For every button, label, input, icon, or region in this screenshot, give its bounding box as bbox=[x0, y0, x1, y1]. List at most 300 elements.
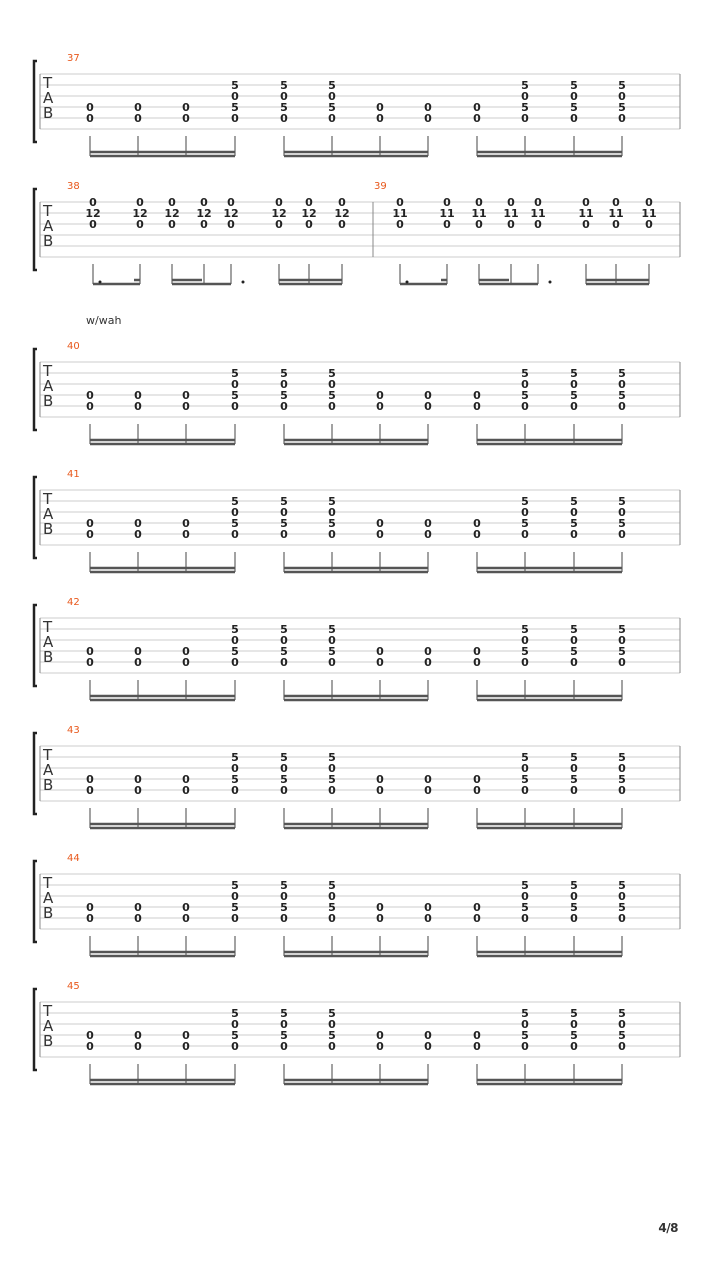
fret-number: 0 bbox=[570, 528, 578, 541]
fret-number: 5 bbox=[231, 101, 239, 114]
fret-number: 5 bbox=[618, 901, 626, 914]
fret-number: 5 bbox=[328, 495, 336, 508]
fret-number: 0 bbox=[396, 196, 404, 209]
fret-number: 0 bbox=[424, 389, 432, 402]
fret-number: 0 bbox=[86, 112, 94, 125]
fret-number: 0 bbox=[134, 645, 142, 658]
fret-number: 0 bbox=[570, 1040, 578, 1053]
fret-number: 5 bbox=[328, 1029, 336, 1042]
fret-number: 0 bbox=[182, 400, 190, 413]
fret-number: 5 bbox=[570, 623, 578, 636]
fret-number: 0 bbox=[182, 645, 190, 658]
fret-number: 0 bbox=[376, 389, 384, 402]
fret-number: 0 bbox=[182, 1029, 190, 1042]
fret-number: 5 bbox=[521, 1029, 529, 1042]
fret-number: 0 bbox=[473, 656, 481, 669]
fret-number: 0 bbox=[182, 912, 190, 925]
tab-letter: B bbox=[43, 520, 54, 538]
rhythm-dot bbox=[406, 281, 409, 284]
measure-number: 41 bbox=[67, 469, 80, 480]
fret-number: 0 bbox=[521, 400, 529, 413]
fret-number: 0 bbox=[618, 762, 626, 775]
fret-number: 0 bbox=[134, 400, 142, 413]
fret-number: 0 bbox=[182, 656, 190, 669]
fret-number: 0 bbox=[86, 901, 94, 914]
fret-number: 5 bbox=[231, 517, 239, 530]
fret-number: 5 bbox=[618, 879, 626, 892]
fret-number: 5 bbox=[280, 495, 288, 508]
fret-number: 0 bbox=[570, 912, 578, 925]
fret-number: 0 bbox=[507, 218, 515, 231]
tab-letter: B bbox=[43, 232, 54, 250]
fret-number: 0 bbox=[280, 634, 288, 647]
fret-number: 0 bbox=[200, 218, 208, 231]
fret-number: 0 bbox=[305, 218, 313, 231]
fret-number: 0 bbox=[570, 90, 578, 103]
fret-number: 5 bbox=[231, 367, 239, 380]
tab-letter: B bbox=[43, 648, 54, 666]
fret-number: 0 bbox=[376, 784, 384, 797]
fret-number: 12 bbox=[132, 207, 148, 220]
fret-number: 0 bbox=[328, 112, 336, 125]
tab-letter: T bbox=[43, 74, 53, 92]
fret-number: 0 bbox=[618, 506, 626, 519]
fret-number: 0 bbox=[618, 528, 626, 541]
fret-number: 0 bbox=[134, 912, 142, 925]
fret-number: 0 bbox=[231, 400, 239, 413]
fret-number: 0 bbox=[182, 784, 190, 797]
fret-number: 5 bbox=[280, 773, 288, 786]
measure-number: 40 bbox=[67, 341, 80, 352]
fret-number: 5 bbox=[570, 1007, 578, 1020]
fret-number: 0 bbox=[280, 112, 288, 125]
fret-number: 5 bbox=[570, 901, 578, 914]
fret-number: 0 bbox=[570, 112, 578, 125]
fret-number: 0 bbox=[280, 506, 288, 519]
fret-number: 0 bbox=[521, 90, 529, 103]
fret-number: 12 bbox=[223, 207, 239, 220]
fret-number: 0 bbox=[134, 773, 142, 786]
fret-number: 0 bbox=[86, 517, 94, 530]
fret-number: 5 bbox=[521, 101, 529, 114]
fret-number: 5 bbox=[570, 879, 578, 892]
fret-number: 0 bbox=[521, 506, 529, 519]
fret-number: 0 bbox=[570, 890, 578, 903]
fret-number: 0 bbox=[134, 1029, 142, 1042]
fret-number: 0 bbox=[424, 112, 432, 125]
fret-number: 0 bbox=[473, 901, 481, 914]
fret-number: 0 bbox=[328, 890, 336, 903]
tab-letter: A bbox=[43, 89, 54, 107]
fret-number: 5 bbox=[570, 645, 578, 658]
fret-number: 0 bbox=[280, 912, 288, 925]
fret-number: 0 bbox=[227, 196, 235, 209]
fret-number: 0 bbox=[376, 773, 384, 786]
fret-number: 5 bbox=[618, 367, 626, 380]
fret-number: 0 bbox=[424, 773, 432, 786]
fret-number: 0 bbox=[280, 378, 288, 391]
fret-number: 0 bbox=[521, 1040, 529, 1053]
fret-number: 12 bbox=[164, 207, 180, 220]
fret-number: 5 bbox=[328, 901, 336, 914]
fret-number: 5 bbox=[328, 645, 336, 658]
fret-number: 0 bbox=[328, 762, 336, 775]
fret-number: 5 bbox=[328, 517, 336, 530]
system-bracket bbox=[34, 61, 37, 142]
fret-number: 11 bbox=[641, 207, 657, 220]
fret-number: 0 bbox=[136, 218, 144, 231]
fret-number: 11 bbox=[608, 207, 624, 220]
tab-letter: A bbox=[43, 633, 54, 651]
fret-number: 5 bbox=[618, 495, 626, 508]
fret-number: 0 bbox=[582, 196, 590, 209]
fret-number: 0 bbox=[376, 912, 384, 925]
fret-number: 5 bbox=[570, 517, 578, 530]
fret-number: 5 bbox=[521, 773, 529, 786]
fret-number: 0 bbox=[376, 101, 384, 114]
fret-number: 0 bbox=[570, 1018, 578, 1031]
fret-number: 11 bbox=[578, 207, 594, 220]
system-bracket bbox=[34, 605, 37, 686]
fret-number: 0 bbox=[231, 506, 239, 519]
fret-number: 0 bbox=[89, 196, 97, 209]
fret-number: 0 bbox=[328, 506, 336, 519]
system-bracket bbox=[34, 733, 37, 814]
tab-letter: B bbox=[43, 1032, 54, 1050]
tab-letter: T bbox=[43, 362, 53, 380]
fret-number: 0 bbox=[570, 506, 578, 519]
fret-number: 5 bbox=[618, 773, 626, 786]
fret-number: 0 bbox=[182, 901, 190, 914]
tab-letter: T bbox=[43, 1002, 53, 1020]
fret-number: 0 bbox=[376, 645, 384, 658]
fret-number: 0 bbox=[305, 196, 313, 209]
fret-number: 0 bbox=[521, 528, 529, 541]
fret-number: 0 bbox=[328, 656, 336, 669]
fret-number: 0 bbox=[473, 112, 481, 125]
fret-number: 5 bbox=[570, 495, 578, 508]
fret-number: 0 bbox=[424, 528, 432, 541]
fret-number: 0 bbox=[424, 101, 432, 114]
fret-number: 5 bbox=[328, 367, 336, 380]
fret-number: 5 bbox=[231, 389, 239, 402]
fret-number: 0 bbox=[86, 528, 94, 541]
fret-number: 0 bbox=[328, 1018, 336, 1031]
fret-number: 5 bbox=[328, 79, 336, 92]
fret-number: 5 bbox=[570, 389, 578, 402]
fret-number: 0 bbox=[231, 528, 239, 541]
fret-number: 5 bbox=[231, 901, 239, 914]
fret-number: 0 bbox=[231, 634, 239, 647]
fret-number: 0 bbox=[134, 517, 142, 530]
fret-number: 0 bbox=[89, 218, 97, 231]
fret-number: 5 bbox=[618, 751, 626, 764]
rhythm-dot bbox=[242, 281, 245, 284]
fret-number: 5 bbox=[521, 367, 529, 380]
fret-number: 5 bbox=[570, 751, 578, 764]
fret-number: 0 bbox=[618, 912, 626, 925]
fret-number: 0 bbox=[227, 218, 235, 231]
fret-number: 5 bbox=[280, 101, 288, 114]
fret-number: 0 bbox=[231, 90, 239, 103]
fret-number: 0 bbox=[231, 1018, 239, 1031]
fret-number: 5 bbox=[618, 645, 626, 658]
fret-number: 0 bbox=[507, 196, 515, 209]
fret-number: 0 bbox=[231, 912, 239, 925]
fret-number: 5 bbox=[570, 773, 578, 786]
fret-number: 0 bbox=[424, 400, 432, 413]
tab-letter: B bbox=[43, 776, 54, 794]
fret-number: 0 bbox=[182, 101, 190, 114]
fret-number: 0 bbox=[182, 773, 190, 786]
fret-number: 12 bbox=[85, 207, 101, 220]
fret-number: 0 bbox=[521, 378, 529, 391]
fret-number: 0 bbox=[618, 634, 626, 647]
measure-number: 39 bbox=[374, 181, 387, 192]
fret-number: 0 bbox=[231, 378, 239, 391]
tab-letter: T bbox=[43, 618, 53, 636]
fret-number: 5 bbox=[521, 517, 529, 530]
fret-number: 0 bbox=[376, 517, 384, 530]
fret-number: 0 bbox=[86, 912, 94, 925]
fret-number: 5 bbox=[570, 1029, 578, 1042]
fret-number: 0 bbox=[134, 656, 142, 669]
fret-number: 0 bbox=[424, 912, 432, 925]
fret-number: 0 bbox=[328, 400, 336, 413]
fret-number: 0 bbox=[473, 1040, 481, 1053]
fret-number: 0 bbox=[200, 196, 208, 209]
fret-number: 0 bbox=[473, 645, 481, 658]
fret-number: 0 bbox=[134, 901, 142, 914]
fret-number: 5 bbox=[231, 495, 239, 508]
fret-number: 0 bbox=[280, 1040, 288, 1053]
fret-number: 5 bbox=[521, 1007, 529, 1020]
fret-number: 0 bbox=[618, 1040, 626, 1053]
fret-number: 0 bbox=[534, 218, 542, 231]
fret-number: 0 bbox=[570, 634, 578, 647]
fret-number: 5 bbox=[280, 367, 288, 380]
fret-number: 5 bbox=[521, 623, 529, 636]
fret-number: 0 bbox=[424, 1040, 432, 1053]
fret-number: 0 bbox=[376, 656, 384, 669]
fret-number: 5 bbox=[328, 751, 336, 764]
fret-number: 0 bbox=[521, 912, 529, 925]
fret-number: 5 bbox=[280, 79, 288, 92]
fret-number: 0 bbox=[473, 528, 481, 541]
fret-number: 0 bbox=[521, 656, 529, 669]
fret-number: 5 bbox=[570, 79, 578, 92]
fret-number: 0 bbox=[134, 112, 142, 125]
fret-number: 0 bbox=[280, 784, 288, 797]
fret-number: 0 bbox=[521, 784, 529, 797]
fret-number: 5 bbox=[618, 389, 626, 402]
fret-number: 0 bbox=[136, 196, 144, 209]
fret-number: 0 bbox=[231, 784, 239, 797]
fret-number: 0 bbox=[86, 773, 94, 786]
fret-number: 5 bbox=[618, 623, 626, 636]
fret-number: 0 bbox=[231, 762, 239, 775]
fret-number: 0 bbox=[645, 196, 653, 209]
fret-number: 0 bbox=[86, 389, 94, 402]
fret-number: 0 bbox=[473, 517, 481, 530]
tab-letter: A bbox=[43, 505, 54, 523]
fret-number: 0 bbox=[473, 400, 481, 413]
fret-number: 0 bbox=[424, 901, 432, 914]
fret-number: 0 bbox=[86, 645, 94, 658]
fret-number: 5 bbox=[328, 389, 336, 402]
tab-letter: B bbox=[43, 392, 54, 410]
fret-number: 5 bbox=[280, 879, 288, 892]
fret-number: 0 bbox=[328, 528, 336, 541]
fret-number: 5 bbox=[231, 879, 239, 892]
fret-number: 0 bbox=[645, 218, 653, 231]
tab-letter: A bbox=[43, 377, 54, 395]
measure-number: 44 bbox=[67, 853, 80, 864]
fret-number: 5 bbox=[618, 1007, 626, 1020]
rhythm-dot bbox=[99, 281, 102, 284]
fret-number: 5 bbox=[521, 901, 529, 914]
measure-number: 38 bbox=[67, 181, 80, 192]
fret-number: 0 bbox=[475, 218, 483, 231]
fret-number: 0 bbox=[376, 1040, 384, 1053]
fret-number: 0 bbox=[86, 400, 94, 413]
fret-number: 0 bbox=[134, 528, 142, 541]
fret-number: 5 bbox=[521, 389, 529, 402]
fret-number: 0 bbox=[338, 218, 346, 231]
fret-number: 0 bbox=[376, 1029, 384, 1042]
fret-number: 5 bbox=[521, 751, 529, 764]
fret-number: 0 bbox=[618, 90, 626, 103]
fret-number: 0 bbox=[86, 1029, 94, 1042]
system-bracket bbox=[34, 989, 37, 1070]
fret-number: 0 bbox=[473, 773, 481, 786]
fret-number: 5 bbox=[280, 645, 288, 658]
tab-letter: B bbox=[43, 904, 54, 922]
fret-number: 5 bbox=[231, 623, 239, 636]
system-bracket bbox=[34, 349, 37, 430]
fret-number: 0 bbox=[231, 112, 239, 125]
tab-letter: A bbox=[43, 889, 54, 907]
fret-number: 5 bbox=[280, 1007, 288, 1020]
fret-number: 0 bbox=[534, 196, 542, 209]
fret-number: 11 bbox=[471, 207, 487, 220]
fret-number: 0 bbox=[582, 218, 590, 231]
fret-number: 0 bbox=[280, 400, 288, 413]
fret-number: 0 bbox=[86, 784, 94, 797]
fret-number: 0 bbox=[376, 528, 384, 541]
fret-number: 0 bbox=[182, 1040, 190, 1053]
fret-number: 11 bbox=[503, 207, 519, 220]
fret-number: 0 bbox=[618, 890, 626, 903]
fret-number: 0 bbox=[612, 218, 620, 231]
fret-number: 0 bbox=[86, 656, 94, 669]
fret-number: 0 bbox=[424, 784, 432, 797]
fret-number: 0 bbox=[280, 90, 288, 103]
fret-number: 0 bbox=[521, 634, 529, 647]
fret-number: 0 bbox=[618, 1018, 626, 1031]
fret-number: 0 bbox=[328, 784, 336, 797]
measure-number: 43 bbox=[67, 725, 80, 736]
measure-number: 45 bbox=[67, 981, 80, 992]
rhythm-dot bbox=[549, 281, 552, 284]
fret-number: 0 bbox=[86, 1040, 94, 1053]
fret-number: 0 bbox=[182, 389, 190, 402]
fret-number: 0 bbox=[280, 762, 288, 775]
fret-number: 0 bbox=[475, 196, 483, 209]
fret-number: 5 bbox=[231, 645, 239, 658]
fret-number: 12 bbox=[334, 207, 350, 220]
fret-number: 0 bbox=[231, 1040, 239, 1053]
tab-letter: A bbox=[43, 217, 54, 235]
fret-number: 12 bbox=[301, 207, 317, 220]
fret-number: 0 bbox=[134, 784, 142, 797]
fret-number: 0 bbox=[168, 196, 176, 209]
system-bracket bbox=[34, 477, 37, 558]
fret-number: 5 bbox=[618, 517, 626, 530]
fret-number: 0 bbox=[182, 528, 190, 541]
system-bracket bbox=[34, 861, 37, 942]
fret-number: 0 bbox=[443, 218, 451, 231]
fret-number: 5 bbox=[328, 773, 336, 786]
fret-number: 0 bbox=[328, 378, 336, 391]
fret-number: 0 bbox=[618, 656, 626, 669]
fret-number: 5 bbox=[570, 367, 578, 380]
fret-number: 0 bbox=[280, 528, 288, 541]
fret-number: 0 bbox=[376, 400, 384, 413]
fret-number: 0 bbox=[328, 90, 336, 103]
measure-number: 37 bbox=[67, 53, 80, 64]
fret-number: 0 bbox=[134, 389, 142, 402]
fret-number: 0 bbox=[424, 1029, 432, 1042]
measure-number: 42 bbox=[67, 597, 80, 608]
fret-number: 0 bbox=[424, 517, 432, 530]
fret-number: 5 bbox=[618, 101, 626, 114]
fret-number: 0 bbox=[424, 645, 432, 658]
fret-number: 0 bbox=[570, 656, 578, 669]
fret-number: 0 bbox=[618, 378, 626, 391]
fret-number: 5 bbox=[280, 389, 288, 402]
fret-number: 11 bbox=[439, 207, 455, 220]
fret-number: 0 bbox=[618, 112, 626, 125]
fret-number: 0 bbox=[473, 784, 481, 797]
fret-number: 5 bbox=[231, 79, 239, 92]
fret-number: 5 bbox=[521, 645, 529, 658]
fret-number: 0 bbox=[618, 400, 626, 413]
fret-number: 0 bbox=[521, 762, 529, 775]
fret-number: 0 bbox=[328, 912, 336, 925]
fret-number: 0 bbox=[570, 378, 578, 391]
fret-number: 0 bbox=[231, 890, 239, 903]
system-bracket bbox=[34, 189, 37, 270]
fret-number: 0 bbox=[182, 112, 190, 125]
fret-number: 0 bbox=[570, 400, 578, 413]
fret-number: 0 bbox=[612, 196, 620, 209]
tab-letter: A bbox=[43, 1017, 54, 1035]
tab-letter: T bbox=[43, 746, 53, 764]
fret-number: 0 bbox=[376, 901, 384, 914]
fret-number: 0 bbox=[473, 1029, 481, 1042]
fret-number: 5 bbox=[280, 517, 288, 530]
fret-number: 5 bbox=[618, 1029, 626, 1042]
fret-number: 0 bbox=[473, 912, 481, 925]
fret-number: 0 bbox=[275, 196, 283, 209]
tab-letter: T bbox=[43, 202, 53, 220]
fret-number: 0 bbox=[376, 112, 384, 125]
fret-number: 5 bbox=[280, 1029, 288, 1042]
fret-number: 0 bbox=[168, 218, 176, 231]
fret-number: 5 bbox=[618, 79, 626, 92]
fret-number: 0 bbox=[182, 517, 190, 530]
